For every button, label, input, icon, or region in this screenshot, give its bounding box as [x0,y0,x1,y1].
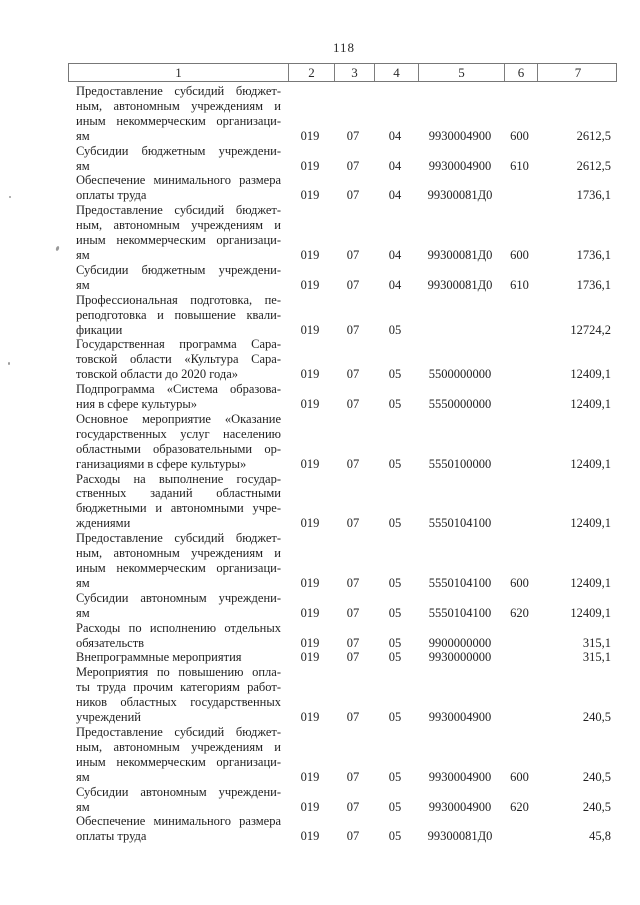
target-article-code: 99300081Д0 [427,277,493,292]
row-title-line: бюджетными и автономными учре- [76,501,281,516]
row-title-line: ям [76,799,90,814]
row-title-line: Предоставление субсидий бюджет- [76,531,281,546]
grbs-code: 019 [300,575,320,590]
section-code: 07 [346,650,360,665]
row-title [68,725,287,785]
target-article-code: 9930004900 [428,769,492,784]
table-row [68,293,617,338]
section-code: 07 [346,710,360,725]
subsection-code: 05 [388,575,402,590]
grbs-code: 019 [300,247,320,262]
subsection-code: 05 [388,799,402,814]
table-row [68,144,617,174]
table-row [68,84,617,144]
target-article-code: 5550104100 [428,605,492,620]
grbs-code: 019 [300,456,320,471]
amount-value: 315,1 [582,650,611,665]
expense-type-code: 600 [510,128,529,143]
row-title [68,785,287,815]
target-article-code: 9930004900 [428,710,492,725]
row-title [68,337,287,382]
row-title-line: Субсидии автономным учреждени- [76,784,281,799]
row-title-line: ям [76,575,90,590]
row-title-line: Предоставление субсидий бюджет- [76,84,281,98]
subsection-code: 05 [388,829,402,844]
row-title [68,173,287,203]
amount-value: 240,5 [582,799,611,814]
row-title-line: ным, автономным учреждениям и [76,218,281,233]
row-title-line: фикации [76,322,123,337]
table-row [68,591,617,621]
subsection-code: 05 [388,605,402,620]
subsection-code: 05 [388,650,402,665]
target-article-code: 9930004900 [428,128,492,143]
table-row [68,412,617,472]
row-title [68,144,287,174]
section-code: 07 [346,799,360,814]
budget-appropriations-table [68,63,617,844]
grbs-code: 019 [300,829,320,844]
row-title [68,263,287,293]
subsection-code: 05 [388,456,402,471]
section-code: 07 [346,247,360,262]
header-cell-4: 4 [374,64,418,81]
target-article-code: 5550104100 [428,516,492,531]
row-title [68,531,287,591]
target-article-code: 99300081Д0 [427,188,493,203]
section-code: 07 [346,516,360,531]
grbs-code: 019 [300,710,320,725]
expense-type-code: 610 [510,277,529,292]
section-code: 07 [346,128,360,143]
row-title-line: обязательств [76,635,145,650]
row-title [68,203,287,263]
section-code: 07 [346,829,360,844]
subsection-code: 05 [388,769,402,784]
amount-value: 12724,2 [570,322,611,337]
section-code: 07 [346,575,360,590]
row-title-line: Обеспечение минимального размера [76,173,281,188]
subsection-code: 04 [388,277,402,292]
subsection-code: 05 [388,516,402,531]
amount-value: 45,8 [589,829,611,844]
grbs-code: 019 [300,128,320,143]
header-cell-1: 1 [175,65,182,80]
subsection-code: 04 [388,158,402,173]
target-article-code: 5550000000 [428,397,492,412]
table-body [68,84,617,844]
target-article-code: 9930000000 [428,650,492,665]
table-row [68,814,617,844]
table-row [68,665,617,725]
section-code: 07 [346,322,360,337]
amount-value: 12409,1 [570,516,611,531]
header-cell-3: 3 [334,64,374,81]
row-title-line: Субсидии автономным учреждени- [76,590,281,605]
subsection-code: 04 [388,188,402,203]
row-title-line: иным некоммерческим организаци- [76,561,281,575]
table-row [68,337,617,382]
row-title-line: ям [76,247,90,262]
page-number: 118 [332,40,356,55]
row-title-line: ты труда прочим категориям работ- [76,680,281,695]
row-title-line: Основное мероприятие «Оказание [76,411,281,426]
row-title-line: ждениями [76,516,131,531]
row-title [68,293,287,338]
section-code: 07 [346,158,360,173]
section-code: 07 [346,769,360,784]
section-code: 07 [346,188,360,203]
amount-value: 1736,1 [576,247,611,262]
amount-value: 2612,5 [576,158,611,173]
row-title [68,591,287,621]
grbs-code: 019 [300,799,320,814]
row-title [68,621,287,651]
table-row [68,725,617,785]
row-title-line: учреждений [76,710,141,725]
subsection-code: 05 [388,397,402,412]
subsection-code: 05 [388,367,402,382]
expense-type-code: 600 [510,575,529,590]
target-article-code: 9930004900 [428,799,492,814]
amount-value: 1736,1 [576,188,611,203]
row-title-line: ным, автономным учреждениям и [76,739,281,754]
amount-value: 12409,1 [570,575,611,590]
grbs-code: 019 [300,158,320,173]
grbs-code: 019 [300,188,320,203]
subsection-code: 04 [388,247,402,262]
header-cell-6: 6 [504,64,537,81]
table-row [68,173,617,203]
row-title-line: иным некоммерческим организаци- [76,754,281,769]
grbs-code: 019 [300,277,320,292]
grbs-code: 019 [300,367,320,382]
row-title-line: ников областных государственных [76,695,281,710]
amount-value: 12409,1 [570,605,611,620]
row-title-line: ям [76,277,90,292]
row-title-line: Субсидии бюджетным учреждени- [76,143,281,158]
row-title-line: Мероприятия по повышению опла- [76,665,281,680]
grbs-code: 019 [300,516,320,531]
expense-type-code: 610 [510,158,529,173]
row-title-line: ганизациями в сфере культуры» [76,456,247,471]
table-row [68,263,617,293]
row-title-line: Внепрограммные мероприятия [76,650,242,665]
target-article-code: 5550104100 [428,575,492,590]
row-title-line: ям [76,605,90,620]
target-article-code: 99300081Д0 [427,247,493,262]
row-title-line: реподготовка и повышение квали- [76,307,281,322]
expense-type-code: 600 [510,769,529,784]
amount-value: 240,5 [582,710,611,725]
row-title [68,665,287,725]
subsection-code: 05 [388,635,402,650]
row-title-line: Расходы по исполнению отдельных [76,620,281,635]
header-cell-2: 2 [288,64,334,81]
amount-value: 12409,1 [570,367,611,382]
scan-speck [8,362,10,365]
row-title-line: Государственная программа Сара- [76,337,281,352]
row-title-line: иным некоммерческим организаци- [76,233,281,248]
section-code: 07 [346,367,360,382]
row-title-line: ния в сфере культуры» [76,397,198,412]
row-title-line: ям [76,158,90,173]
row-title-line: ным, автономным учреждениям и [76,98,281,113]
subsection-code: 04 [388,128,402,143]
row-title-line: оплаты труда [76,188,147,203]
table-row [68,382,617,412]
subsection-code: 05 [388,710,402,725]
table-row [68,650,617,665]
row-title-line: областными образовательными ор- [76,441,281,456]
subsection-code: 05 [388,322,402,337]
row-title-line: Предоставление субсидий бюджет- [76,724,281,739]
amount-value: 1736,1 [576,277,611,292]
row-title-line: Подпрограмма «Система образова- [76,382,281,397]
header-cell-7: 7 [537,64,618,81]
row-title-line: товской области до 2020 года» [76,367,239,382]
amount-value: 12409,1 [570,397,611,412]
grbs-code: 019 [300,769,320,784]
row-title-line: ственных заданий областными [76,486,281,501]
target-article-code: 9900000000 [428,635,492,650]
section-code: 07 [346,277,360,292]
row-title-line: ям [76,769,90,784]
row-title [68,84,287,144]
table-row [68,785,617,815]
row-title [68,650,287,665]
expense-type-code: 620 [510,799,529,814]
row-title-line: оплаты труда [76,829,147,844]
row-title-line: товской области «Культура Сара- [76,352,281,367]
expense-type-code: 600 [510,247,529,262]
table-row [68,472,617,532]
table-row [68,203,617,263]
amount-value: 240,5 [582,769,611,784]
expense-type-code: 620 [510,605,529,620]
section-code: 07 [346,635,360,650]
grbs-code: 019 [300,650,320,665]
amount-value: 12409,1 [570,456,611,471]
target-article-code: 9930004900 [428,158,492,173]
scan-speck [9,196,11,198]
row-title-line: Расходы на выполнение государ- [76,471,281,486]
scan-speck [55,246,60,252]
target-article-code: 5550100000 [428,456,492,471]
row-title [68,382,287,412]
section-code: 07 [346,397,360,412]
row-title-line: Профессиональная подготовка, пе- [76,292,281,307]
target-article-code: 5500000000 [428,367,492,382]
row-title-line: Субсидии бюджетным учреждени- [76,262,281,277]
grbs-code: 019 [300,635,320,650]
row-title [68,472,287,532]
section-code: 07 [346,605,360,620]
row-title-line: Обеспечение минимального размера [76,814,281,829]
row-title-line: ным, автономным учреждениям и [76,546,281,561]
row-title-line: государственных услуг населению [76,426,281,441]
table-header-row [68,63,617,82]
amount-value: 2612,5 [576,128,611,143]
grbs-code: 019 [300,322,320,337]
section-code: 07 [346,456,360,471]
amount-value: 315,1 [582,635,611,650]
target-article-code: 99300081Д0 [427,829,493,844]
table-row [68,531,617,591]
grbs-code: 019 [300,397,320,412]
row-title-line: иным некоммерческим организаци- [76,113,281,128]
grbs-code: 019 [300,605,320,620]
row-title-line: Предоставление субсидий бюджет- [76,203,281,218]
table-row [68,621,617,651]
row-title [68,412,287,472]
row-title-line: ям [76,128,90,143]
header-cell-5: 5 [418,64,504,81]
row-title [68,814,287,844]
